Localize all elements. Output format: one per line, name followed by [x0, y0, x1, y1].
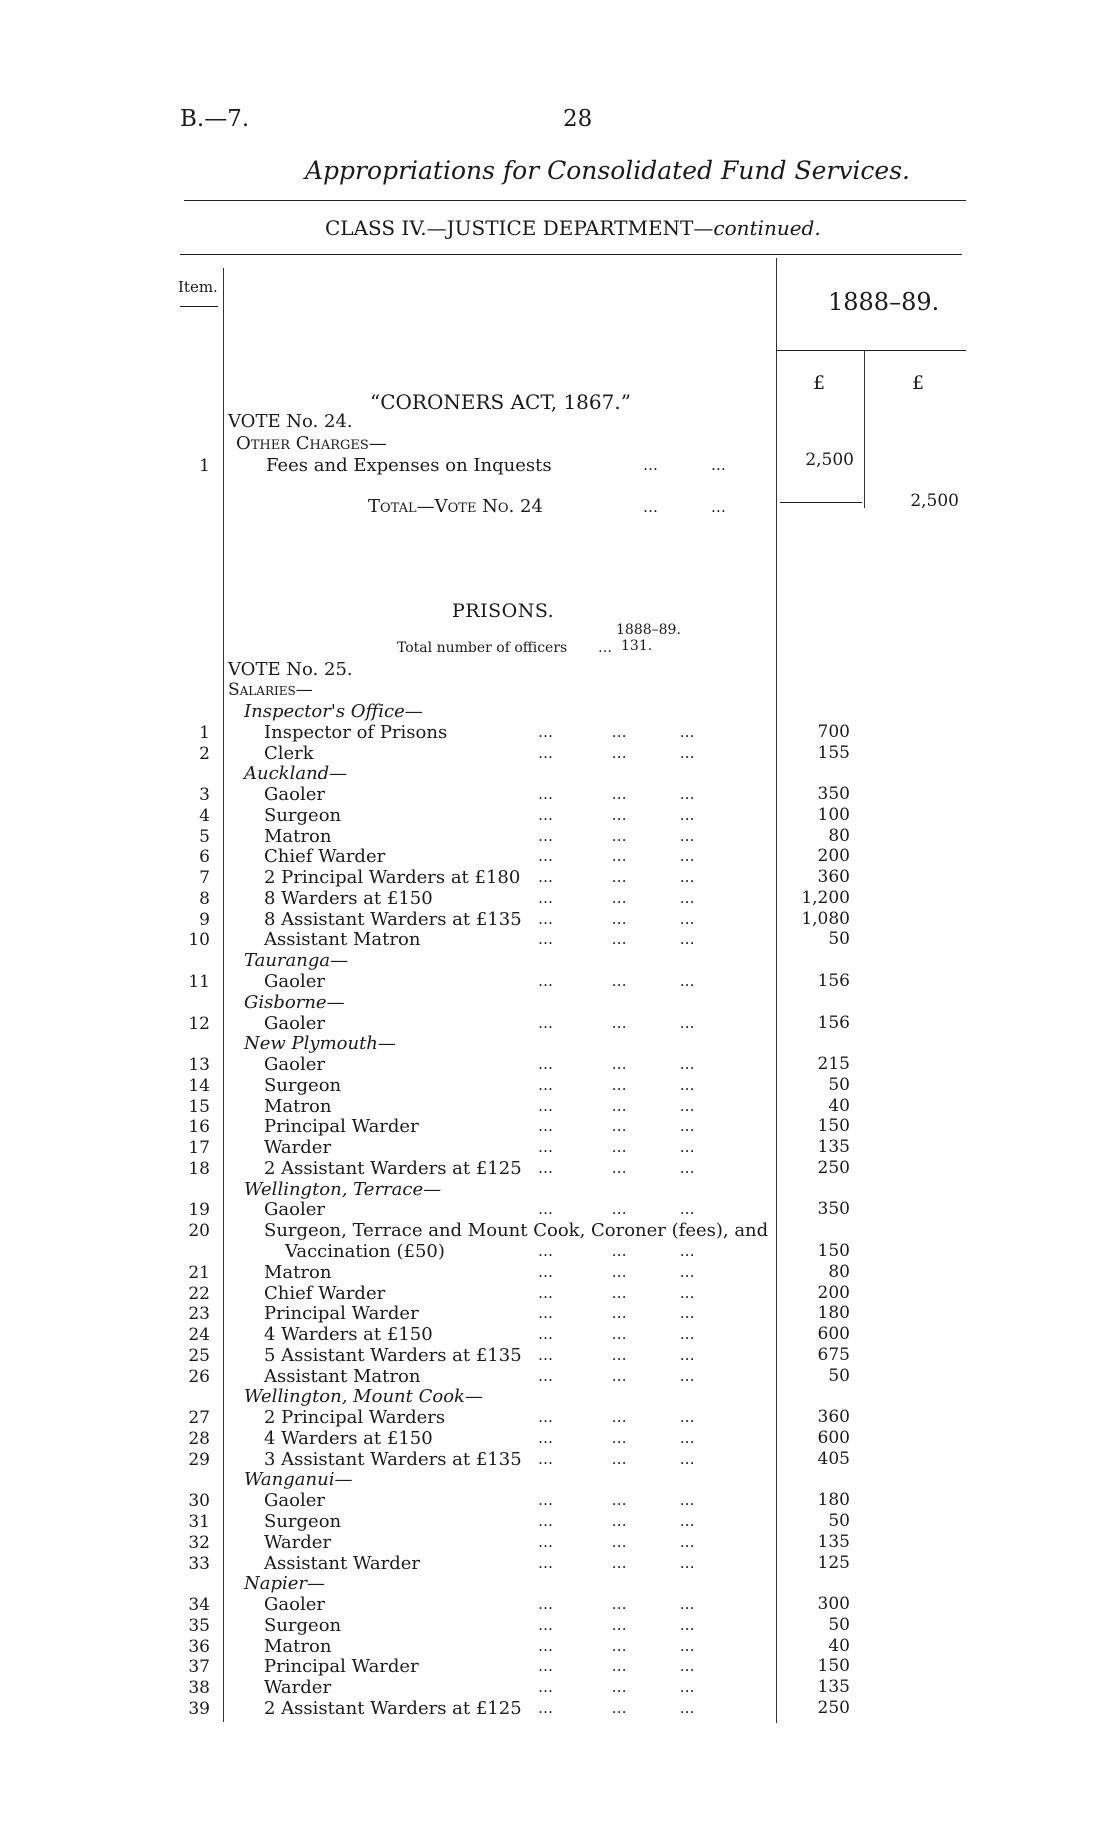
dot-leader: … … …: [538, 1242, 696, 1260]
item-amount: 150: [817, 1116, 850, 1136]
dot-leader: … … …: [538, 972, 696, 990]
item-amount: 50: [828, 1075, 850, 1095]
item-label: Surgeon: [264, 1511, 342, 1532]
item-number: 22: [188, 1284, 210, 1304]
item-number: 31: [188, 1512, 210, 1532]
location-heading: Wellington, Mount Cook—: [244, 1386, 483, 1407]
dot-leader: … … …: [538, 1138, 696, 1156]
item-number: 38: [188, 1678, 210, 1698]
item-number: 34: [188, 1595, 210, 1615]
item-amount: 50: [828, 929, 850, 949]
location-heading: Inspector's Office—: [244, 701, 423, 722]
dot-leader: … … …: [538, 1637, 696, 1655]
item-label: Matron: [264, 826, 332, 847]
dot-leader: … … …: [538, 1346, 696, 1364]
item-amount: 1,200: [801, 888, 850, 908]
officers-leader: …: [598, 640, 612, 656]
item-label: Gaoler: [264, 1490, 325, 1511]
item-label-continued: Vaccination (£50): [285, 1241, 445, 1262]
dot-leader: … … …: [538, 785, 696, 803]
item-amount: 180: [817, 1490, 850, 1510]
item-amount: 360: [817, 867, 850, 887]
dot-leader: … … …: [538, 1699, 696, 1717]
item-label: 2 Assistant Warders at £125: [264, 1158, 522, 1179]
dot-leader: … … …: [538, 910, 696, 928]
item-column-divider: [223, 268, 224, 1722]
item-number: 37: [188, 1657, 210, 1677]
item-amount: 40: [828, 1096, 850, 1116]
item-label: Warder: [264, 1532, 332, 1553]
coroners-item-leader: … …: [643, 456, 727, 474]
dot-leader: … … …: [538, 1076, 696, 1094]
table-top-rule: [180, 254, 962, 255]
item-amount: 200: [817, 1283, 850, 1303]
coroners-item-label: Fees and Expenses on Inquests: [266, 455, 552, 476]
class-heading-continued: continued.: [713, 216, 821, 240]
item-number: 25: [188, 1346, 210, 1366]
item-label: 4 Warders at £150: [264, 1324, 433, 1345]
dot-leader: … … …: [538, 930, 696, 948]
dot-leader: … … …: [538, 1014, 696, 1032]
item-amount: 100: [817, 805, 850, 825]
vote-24-total-rule: [780, 502, 862, 503]
item-label: Gaoler: [264, 784, 325, 805]
officers-label: Total number of officers: [397, 640, 568, 656]
item-amount: 50: [828, 1366, 850, 1386]
item-amount: 1,080: [801, 909, 850, 929]
item-number: 6: [199, 847, 210, 867]
coroners-item-number: 1: [199, 456, 210, 476]
class-heading-main: CLASS IV.—JUSTICE DEPARTMENT—: [325, 216, 714, 240]
dot-leader: … … …: [538, 1678, 696, 1696]
item-amount: 300: [817, 1594, 850, 1614]
item-label: Assistant Warder: [264, 1553, 421, 1574]
item-amount: 156: [817, 1013, 850, 1033]
officers-count: 131.: [621, 638, 653, 654]
item-number: 14: [188, 1076, 210, 1096]
page-title: Appropriations for Consolidated Fund Services.: [305, 156, 911, 185]
item-header-underline: [180, 306, 218, 307]
dot-leader: … … …: [538, 1055, 696, 1073]
coroners-act-title: “CORONERS ACT, 1867.”: [370, 390, 631, 414]
dot-leader: … … …: [538, 1117, 696, 1135]
item-number: 2: [199, 744, 210, 764]
prisons-title: PRISONS.: [452, 600, 555, 622]
item-label: Principal Warder: [264, 1116, 419, 1137]
item-label: Matron: [264, 1636, 332, 1657]
dot-leader: … … …: [538, 847, 696, 865]
dot-leader: … … …: [538, 1304, 696, 1322]
item-label: Matron: [264, 1262, 332, 1283]
location-heading: Tauranga—: [244, 950, 349, 971]
dot-leader: … … …: [538, 1616, 696, 1634]
item-amount: 200: [817, 846, 850, 866]
item-number: 26: [188, 1367, 210, 1387]
item-label: Assistant Matron: [264, 929, 421, 950]
item-number: 11: [188, 972, 210, 992]
dot-leader: … … …: [538, 1450, 696, 1468]
item-label: Principal Warder: [264, 1303, 419, 1324]
vote-24-heading: VOTE No. 24.: [228, 411, 353, 432]
other-charges-heading: Other Charges—: [236, 433, 387, 454]
item-number: 19: [188, 1200, 210, 1220]
dot-leader: … … …: [538, 1263, 696, 1281]
item-amount: 350: [817, 784, 850, 804]
item-number: 33: [188, 1554, 210, 1574]
item-label: Inspector of Prisons: [264, 722, 448, 743]
item-amount: 155: [817, 743, 850, 763]
location-heading: Wanganui—: [244, 1469, 353, 1490]
dot-leader: … … …: [538, 723, 696, 741]
item-amount: 50: [828, 1511, 850, 1531]
item-number: 30: [188, 1491, 210, 1511]
item-number: 20: [188, 1221, 210, 1241]
item-amount: 600: [817, 1324, 850, 1344]
item-number: 21: [188, 1263, 210, 1283]
item-number: 17: [188, 1138, 210, 1158]
item-number: 15: [188, 1097, 210, 1117]
year-column-header: 1888–89.: [828, 288, 940, 316]
item-label: Surgeon: [264, 805, 342, 826]
item-amount: 156: [817, 971, 850, 991]
item-amount: 50: [828, 1615, 850, 1635]
item-amount: 150: [817, 1241, 850, 1261]
item-label: Surgeon: [264, 1615, 342, 1636]
item-label: Gaoler: [264, 1013, 325, 1034]
item-amount: 675: [817, 1345, 850, 1365]
salaries-heading: Salaries—: [228, 680, 313, 700]
dot-leader: … … …: [538, 744, 696, 762]
dot-leader: … … …: [538, 1284, 696, 1302]
item-amount: 250: [817, 1698, 850, 1718]
item-label: 8 Assistant Warders at £135: [264, 909, 522, 930]
item-label: Surgeon: [264, 1075, 342, 1096]
item-number: 13: [188, 1055, 210, 1075]
item-amount: 150: [817, 1656, 850, 1676]
item-number: 8: [199, 889, 210, 909]
item-label: Chief Warder: [264, 846, 386, 867]
class-heading: [325, 216, 821, 240]
item-column-header: Item.: [178, 278, 218, 296]
item-amount: 215: [817, 1054, 850, 1074]
item-amount: 125: [817, 1553, 850, 1573]
item-number: 35: [188, 1616, 210, 1636]
item-label: Chief Warder: [264, 1283, 386, 1304]
dot-leader: … … …: [538, 1429, 696, 1447]
item-amount: 360: [817, 1407, 850, 1427]
item-label: Warder: [264, 1137, 332, 1158]
location-heading: Wellington, Terrace—: [244, 1179, 442, 1200]
item-number: 39: [188, 1699, 210, 1719]
item-number: 3: [199, 785, 210, 805]
item-number: 9: [199, 910, 210, 930]
item-number: 10: [188, 930, 210, 950]
amount-column-divider: [776, 258, 777, 1723]
dot-leader: … … …: [538, 1159, 696, 1177]
dot-leader: … … …: [538, 1200, 696, 1218]
item-number: 32: [188, 1533, 210, 1553]
dot-leader: … … …: [538, 1595, 696, 1613]
item-label: Assistant Matron: [264, 1366, 421, 1387]
page-ref: B.—7.: [180, 106, 250, 132]
dot-leader: … … …: [538, 1491, 696, 1509]
location-heading: Auckland—: [244, 763, 348, 784]
item-label: Matron: [264, 1096, 332, 1117]
item-number: 12: [188, 1014, 210, 1034]
subtotal-column-divider: [864, 350, 865, 508]
item-amount: 40: [828, 1636, 850, 1656]
item-amount: 80: [828, 1262, 850, 1282]
dot-leader: … … …: [538, 1325, 696, 1343]
pound-sign-col2: £: [912, 372, 925, 394]
item-label: Gaoler: [264, 971, 325, 992]
vote-25-heading: VOTE No. 25.: [228, 659, 353, 680]
item-amount: 80: [828, 826, 850, 846]
vote-24-total-leader: … …: [643, 498, 727, 516]
item-amount: 135: [817, 1677, 850, 1697]
location-heading: New Plymouth—: [244, 1033, 396, 1054]
item-number: 1: [199, 723, 210, 743]
item-label: 2 Assistant Warders at £125: [264, 1698, 522, 1719]
item-amount: 180: [817, 1303, 850, 1323]
vote-24-total-label: Total—Vote No. 24: [368, 496, 543, 517]
location-heading: Gisborne—: [244, 992, 345, 1013]
item-label: 3 Assistant Warders at £135: [264, 1449, 522, 1470]
item-number: 36: [188, 1637, 210, 1657]
item-label: Gaoler: [264, 1054, 325, 1075]
item-amount: 250: [817, 1158, 850, 1178]
item-label: Clerk: [264, 743, 314, 764]
dot-leader: … … …: [538, 1512, 696, 1530]
item-number: 28: [188, 1429, 210, 1449]
page-number: 28: [563, 106, 593, 132]
dot-leader: … … …: [538, 1408, 696, 1426]
item-number: 5: [199, 827, 210, 847]
item-label: 2 Principal Warders: [264, 1407, 446, 1428]
item-number: 4: [199, 806, 210, 826]
pound-sign-col1: £: [813, 372, 826, 394]
item-label: 8 Warders at £150: [264, 888, 433, 909]
dot-leader: … … …: [538, 868, 696, 886]
item-amount: 135: [817, 1137, 850, 1157]
officers-year: 1888–89.: [616, 622, 681, 638]
item-number: 16: [188, 1117, 210, 1137]
item-amount: 700: [817, 722, 850, 742]
item-label: 5 Assistant Warders at £135: [264, 1345, 522, 1366]
item-label: Gaoler: [264, 1594, 325, 1615]
item-number: 27: [188, 1408, 210, 1428]
coroners-item-amount: 2,500: [805, 450, 854, 470]
dot-leader: … … …: [538, 827, 696, 845]
item-number: 7: [199, 868, 210, 888]
item-amount: 405: [817, 1449, 850, 1469]
location-heading: Napier—: [244, 1573, 326, 1594]
item-number: 29: [188, 1450, 210, 1470]
item-label: Surgeon, Terrace and Mount Cook, Coroner (fees), and: [264, 1220, 769, 1241]
dot-leader: … … …: [538, 1367, 696, 1385]
year-header-rule: [776, 350, 966, 351]
item-amount: 350: [817, 1199, 850, 1219]
title-rule: [184, 200, 966, 201]
dot-leader: … … …: [538, 1657, 696, 1675]
item-number: 18: [188, 1159, 210, 1179]
dot-leader: … … …: [538, 1533, 696, 1551]
dot-leader: … … …: [538, 806, 696, 824]
item-label: Gaoler: [264, 1199, 325, 1220]
item-amount: 600: [817, 1428, 850, 1448]
item-number: 23: [188, 1304, 210, 1324]
item-number: 24: [188, 1325, 210, 1345]
vote-24-total-amount: 2,500: [910, 491, 959, 511]
dot-leader: … … …: [538, 889, 696, 907]
dot-leader: … … …: [538, 1554, 696, 1572]
item-label: 2 Principal Warders at £180: [264, 867, 521, 888]
item-amount: 135: [817, 1532, 850, 1552]
dot-leader: … … …: [538, 1097, 696, 1115]
item-label: Principal Warder: [264, 1656, 419, 1677]
item-label: Warder: [264, 1677, 332, 1698]
item-label: 4 Warders at £150: [264, 1428, 433, 1449]
